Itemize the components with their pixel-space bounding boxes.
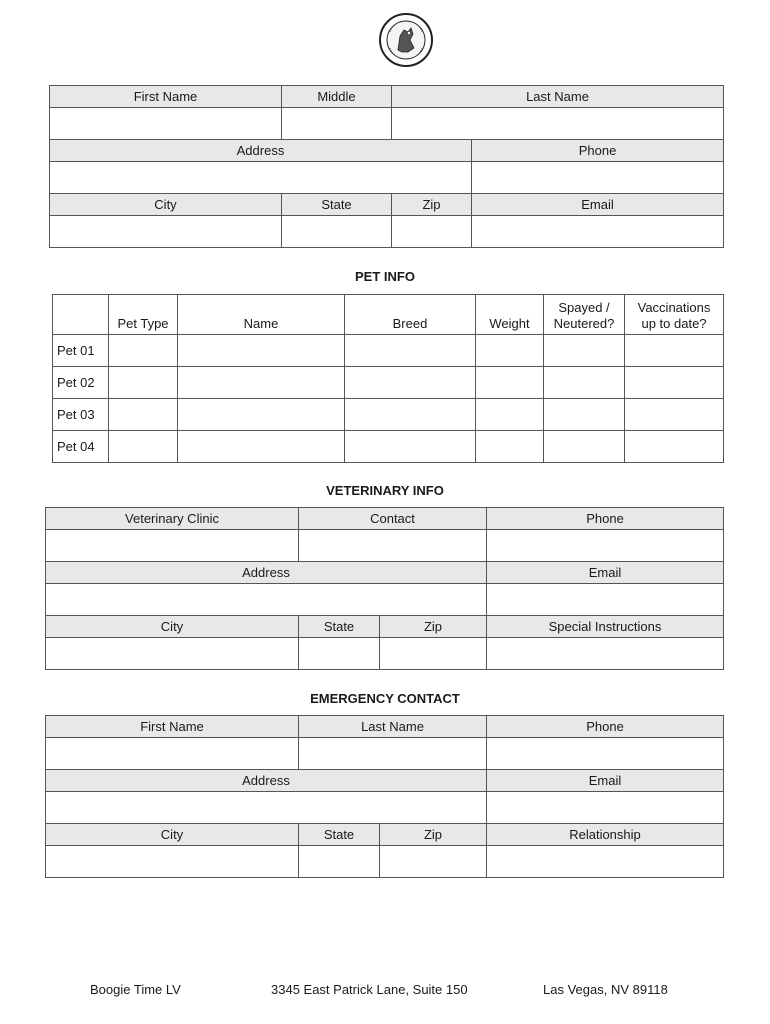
owner-first-name-field[interactable] (50, 108, 282, 140)
vet-contact-field[interactable] (299, 530, 487, 562)
owner-state-label: State (282, 194, 392, 216)
pet-row-label: Pet 01 (53, 335, 109, 367)
emergency-first-name-field[interactable] (46, 738, 299, 770)
owner-phone-field[interactable] (472, 162, 724, 194)
pet-1-weight-field[interactable] (476, 335, 544, 367)
vet-address-field[interactable] (46, 584, 487, 616)
pet-name-header: Name (178, 295, 345, 335)
owner-first-name-label: First Name (50, 86, 282, 108)
pet-4-name-field[interactable] (178, 431, 345, 463)
pet-1-breed-field[interactable] (345, 335, 476, 367)
vet-special-instructions-label: Special Instructions (487, 616, 724, 638)
pet-2-vaccinations-field[interactable] (625, 367, 724, 399)
vet-email-field[interactable] (487, 584, 724, 616)
vet-special-instructions-field[interactable] (487, 638, 724, 670)
owner-address-field[interactable] (50, 162, 472, 194)
emergency-last-name-label: Last Name (299, 716, 487, 738)
emergency-phone-field[interactable] (487, 738, 724, 770)
vet-phone-label: Phone (487, 508, 724, 530)
pet-info-title: PET INFO (355, 269, 415, 284)
owner-address-label: Address (50, 140, 472, 162)
owner-phone-label: Phone (472, 140, 724, 162)
emergency-contact-table (45, 715, 724, 878)
pet-3-spayed-field[interactable] (544, 399, 625, 431)
pet-4-weight-field[interactable] (476, 431, 544, 463)
pet-vaccinations-header-line1: Vaccinations (637, 300, 711, 315)
pet-4-vaccinations-field[interactable] (625, 431, 724, 463)
pet-weight-header: Weight (476, 295, 544, 335)
emergency-first-name-label: First Name (46, 716, 299, 738)
owner-info-table (49, 85, 724, 248)
pet-3-vaccinations-field[interactable] (625, 399, 724, 431)
pet-3-type-field[interactable] (109, 399, 178, 431)
owner-zip-label: Zip (392, 194, 472, 216)
pet-vaccinations-header (625, 295, 724, 335)
vet-state-field[interactable] (299, 638, 380, 670)
emergency-relationship-field[interactable] (487, 846, 724, 878)
owner-zip-field[interactable] (392, 216, 472, 248)
owner-email-label: Email (472, 194, 724, 216)
pet-row-label-header (53, 295, 109, 335)
emergency-zip-field[interactable] (380, 846, 487, 878)
owner-state-field[interactable] (282, 216, 392, 248)
pet-4-type-field[interactable] (109, 431, 178, 463)
owner-last-name-label: Last Name (392, 86, 724, 108)
pet-3-weight-field[interactable] (476, 399, 544, 431)
pet-row (53, 367, 724, 399)
emergency-last-name-field[interactable] (299, 738, 487, 770)
pet-breed-header: Breed (345, 295, 476, 335)
owner-city-label: City (50, 194, 282, 216)
emergency-phone-label: Phone (487, 716, 724, 738)
vet-info-table (45, 507, 724, 670)
vet-zip-field[interactable] (380, 638, 487, 670)
emergency-address-label: Address (46, 770, 487, 792)
emergency-relationship-label: Relationship (487, 824, 724, 846)
pet-1-vaccinations-field[interactable] (625, 335, 724, 367)
emergency-city-label: City (46, 824, 299, 846)
vet-email-label: Email (487, 562, 724, 584)
vet-info-title: VETERINARY INFO (326, 483, 444, 498)
pet-2-weight-field[interactable] (476, 367, 544, 399)
owner-email-field[interactable] (472, 216, 724, 248)
pet-2-spayed-field[interactable] (544, 367, 625, 399)
vet-clinic-label: Veterinary Clinic (46, 508, 299, 530)
pet-spayed-header-line1: Spayed / (558, 300, 610, 315)
pet-4-spayed-field[interactable] (544, 431, 625, 463)
footer-business-name: Boogie Time LV (90, 982, 181, 997)
pet-row-label: Pet 04 (53, 431, 109, 463)
pet-2-breed-field[interactable] (345, 367, 476, 399)
pet-spayed-header-line2: Neutered? (553, 316, 615, 331)
pet-row (53, 335, 724, 367)
vet-clinic-field[interactable] (46, 530, 299, 562)
pet-2-name-field[interactable] (178, 367, 345, 399)
pet-row (53, 431, 724, 463)
pet-1-name-field[interactable] (178, 335, 345, 367)
emergency-address-field[interactable] (46, 792, 487, 824)
emergency-state-field[interactable] (299, 846, 380, 878)
footer-street-address: 3345 East Patrick Lane, Suite 150 (271, 982, 468, 997)
pet-spayed-header (544, 295, 625, 335)
emergency-state-label: State (299, 824, 380, 846)
pet-info-table (52, 294, 724, 463)
pet-vaccinations-header-line2: up to date? (641, 316, 707, 331)
pet-1-spayed-field[interactable] (544, 335, 625, 367)
emergency-zip-label: Zip (380, 824, 487, 846)
pet-3-breed-field[interactable] (345, 399, 476, 431)
emergency-contact-title: EMERGENCY CONTACT (310, 691, 460, 706)
owner-middle-field[interactable] (282, 108, 392, 140)
pet-3-name-field[interactable] (178, 399, 345, 431)
vet-address-label: Address (46, 562, 487, 584)
pet-row (53, 399, 724, 431)
owner-city-field[interactable] (50, 216, 282, 248)
company-seal-logo (378, 12, 434, 68)
vet-phone-field[interactable] (487, 530, 724, 562)
owner-middle-label: Middle (282, 86, 392, 108)
emergency-email-field[interactable] (487, 792, 724, 824)
vet-zip-label: Zip (380, 616, 487, 638)
pet-type-header: Pet Type (109, 295, 178, 335)
pet-4-breed-field[interactable] (345, 431, 476, 463)
pet-row-label: Pet 02 (53, 367, 109, 399)
owner-last-name-field[interactable] (392, 108, 724, 140)
vet-state-label: State (299, 616, 380, 638)
pet-1-type-field[interactable] (109, 335, 178, 367)
vet-city-label: City (46, 616, 299, 638)
pet-2-type-field[interactable] (109, 367, 178, 399)
pet-row-label: Pet 03 (53, 399, 109, 431)
footer-city-state-zip: Las Vegas, NV 89118 (543, 982, 668, 997)
vet-contact-label: Contact (299, 508, 487, 530)
emergency-email-label: Email (487, 770, 724, 792)
emergency-city-field[interactable] (46, 846, 299, 878)
vet-city-field[interactable] (46, 638, 299, 670)
